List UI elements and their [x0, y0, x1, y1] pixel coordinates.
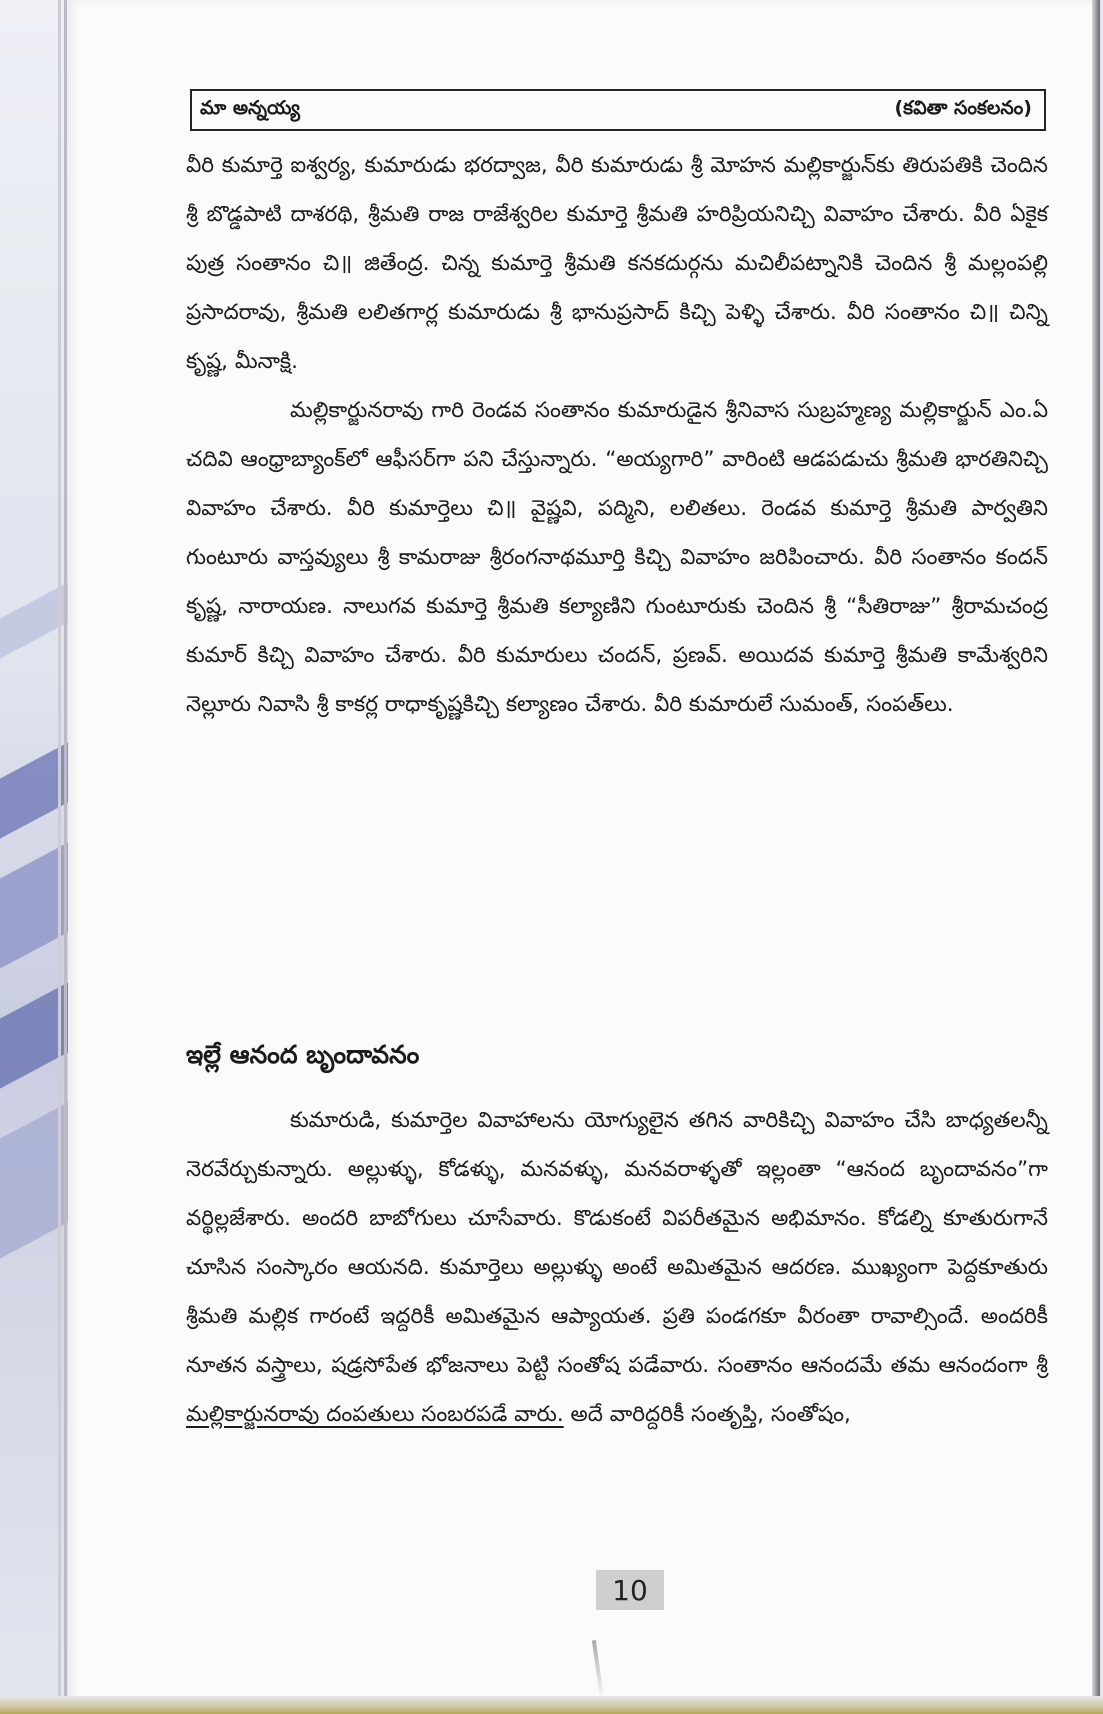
paragraph — [186, 1096, 1048, 1439]
header-book-subtitle: (కవితా సంకలనం) — [894, 96, 1032, 119]
paragraph: వీరి కుమార్తె ఐశ్వర్య, కుమారుడు భరద్వాజ, వీరి కుమారుడు శ్రీ మోహన మల్లికార్జున్‌కు తిరుపతికి చెందిన శ్రీ బొడ్డపాటి దాశరథి, శ్రీమతి రాజ రాజేశ్వరిల కుమార్తె శ్రీమతి హరిప్రియనిచ్చి వివాహం చేశారు. వీరి ఏకైక పుత్ర సంతానం చి॥ జితేంద్ర. చిన్న కుమార్తె శ్రీమతి కనకదుర్గను మచిలీపట్నానికి చెందిన శ్రీ మల్లంపల్లి ప్రసాదరావు, శ్రీమతి లలితగార్ల కుమారుడు శ్రీ భానుప్రసాద్ కిచ్చి పెళ్ళి చేశారు. వీరి సంతానం చి॥ చిన్ని కృష్ణ, మీనాక్షి. — [186, 153, 1048, 374]
page-stack-edge — [64, 0, 67, 1714]
running-header — [190, 89, 1046, 131]
page-stack-edge — [58, 0, 61, 1714]
paragraph-tail: అదే వారిద్దరికీ సంతృప్తి, సంతోషం, — [563, 1402, 851, 1427]
page-number: 10 — [596, 1570, 664, 1610]
underlined-phrase: మల్లికార్జునరావు దంపతులు సంబరపడే వారు. — [186, 1402, 564, 1427]
body-text-block-2 — [186, 1096, 1048, 1439]
header-book-title: మా అన్నయ్య — [200, 96, 300, 119]
page-binding-shadow — [1092, 0, 1100, 1714]
body-text-block-1 — [186, 141, 1048, 729]
paragraph-text: కుమారుడి, కుమార్తెల వివాహాలను యోగ్యులైన తగిన వారికిచ్చి వివాహం చేసి బాధ్యతలన్నీ నెరవేర్చుకున్నారు. అల్లుళ్ళు, కోడళ్ళు, మనవళ్ళు, మనవరాళ్ళతో ఇల్లంతా “ఆనంద బృందావనం”గా వర్థిల్లజేశారు. అందరి బాబోగులు చూసేవారు. కొడుకంటే విపరీతమైన అభిమానం. కోడల్ని కూతురుగానే చూసిన సంస్కారం ఆయనది. కుమార్తెలు అల్లుళ్ళు అంటే అమితమైన ఆదరణ. ముఖ్యంగా పెద్దకూతురు శ్రీమతి మల్లిక గారంటే ఇద్దరికీ అమితమైన ఆప్యాయత. ప్రతి పండగకూ వీరంతా రావాల్సిందే. అందరికీ నూతన వస్త్రాలు, షడ్రసోపేత భోజనాలు పెట్టి సంతోష పడేవారు. సంతానం ఆనందమే తమ ఆనందంగా శ్రీ — [186, 1108, 1048, 1378]
section-heading: ఇల్లే ఆనంద బృందావనం — [186, 1040, 420, 1069]
bottom-edge — [0, 1696, 1103, 1714]
paragraph: మల్లికార్జునరావు గారి రెండవ సంతానం కుమారుడైన శ్రీనివాస సుబ్రహ్మణ్య మల్లికార్జున్ ఎం.ఏ చదివి ఆంధ్రాబ్యాంక్‌లో ఆఫీసర్‌గా పని చేస్తున్నారు. “అయ్యగారి” వారింటి ఆడపడుచు శ్రీమతి భారతినిచ్చి వివాహం చేశారు. వీరి కుమార్తెలు చి॥ వైష్ణవి, పద్మిని, లలితలు. రెండవ కుమార్తె శ్రీమతి పార్వతిని గుంటూరు వాస్తవ్యులు శ్రీ కామరాజు శ్రీరంగనాథమూర్తి కిచ్చి వివాహం జరిపించారు. వీరి సంతానం కందన్ కృష్ణ, నారాయణ. నాలుగవ కుమార్తె శ్రీమతి కల్యాణిని గుంటూరుకు చెందిన శ్రీ “సీతిరాజు” శ్రీరామచంద్ర కుమార్ కిచ్చి వివాహం చేశారు. వీరి కుమారులు చందన్, ప్రణవ్. అయిదవ కుమార్తె శ్రీమతి కామేశ్వరిని నెల్లూరు నివాసి శ్రీ కాకర్ల రాధాకృష్ణకిచ్చి కల్యాణం చేశారు. వీరి కుమారులే సుమంత్, సంపత్‌లు. — [186, 398, 1048, 717]
